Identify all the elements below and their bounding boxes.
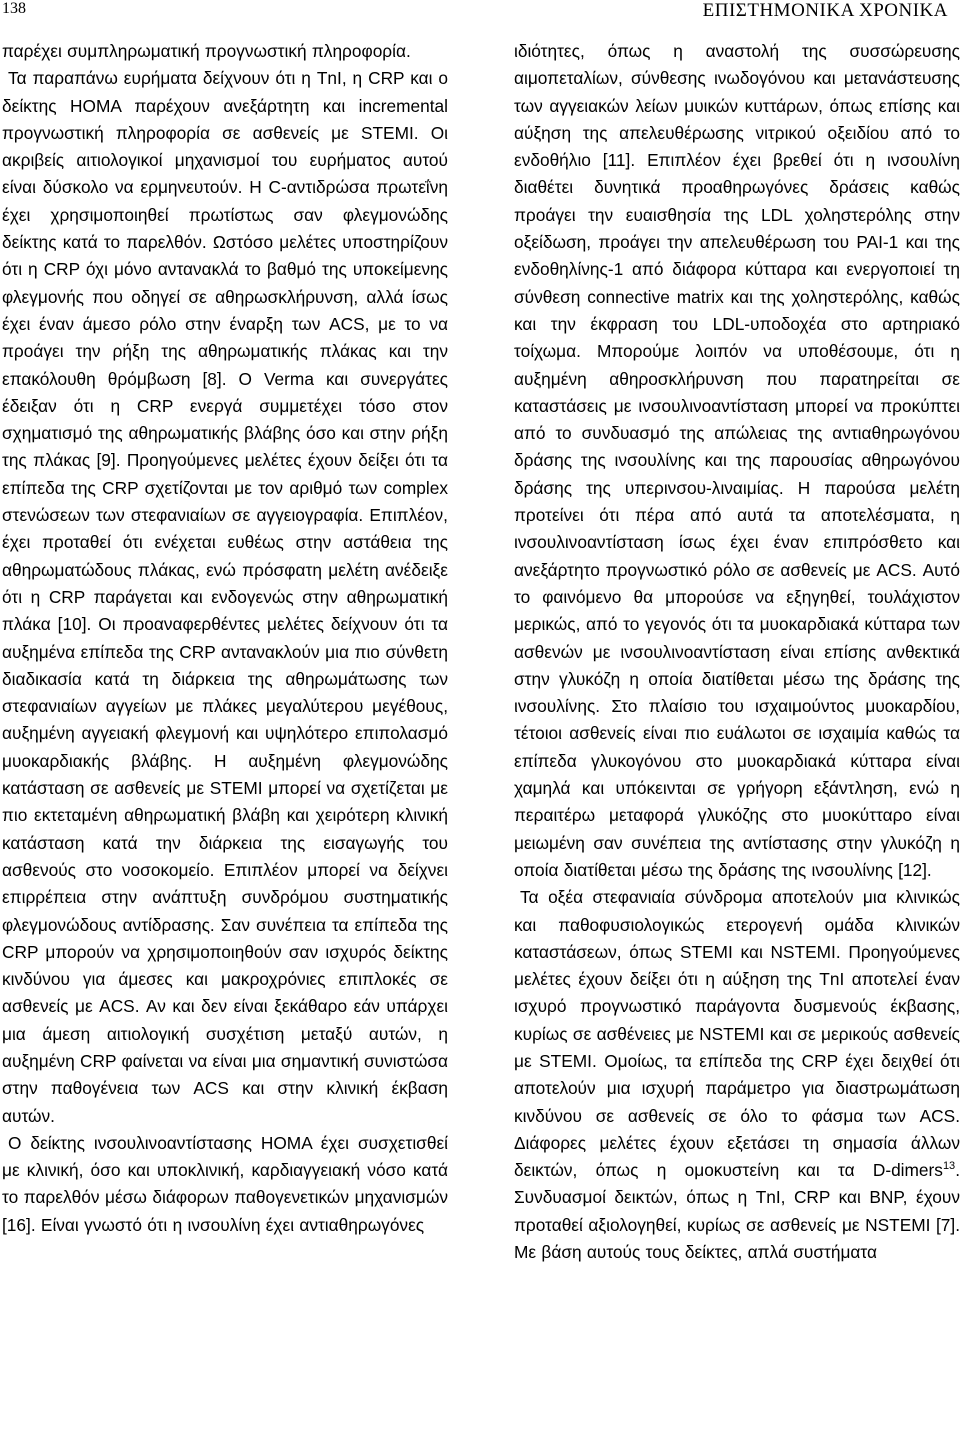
paragraph: Τα παραπάνω ευρήματα δείχνουν ότι η TnI, η CRP και ο δείκτης HOMA παρέχουν ανεξάρτητη και incremental προγνωστική πληροφορία σε ασθενείς με STEMI. Οι ακριβείς αιτιολογικοί μηχανισμοί του ευρήματος αυτού είναι δύσκολο να ερμηνευτούν. Η C-αντιδρώσα πρωτεΐνη έχει χρησιμοποιηθεί πρωτίστως σαν φλεγμονώδης δείκτης κατά το παρελθόν. Ωστόσο μελέτες υποστηρίζουν ότι η CRP όχι μόνο αντανακλά το βαθμό της υποκείμενης φλεγμονής που οδηγεί σε αθηρωσκλήρυνση, αλλά ίσως έχει έναν άμεσο ρόλο στην έναρξη των ACS, με το να προάγει την ρήξη της αθηρωματικής πλάκας και την επακόλουθη θρόμβωση [8]. O Verma και συνεργάτες έδειξαν ότι η CRP ενεργά συμμετέχει τόσο στον σχηματισμό της αθηρωματικής βλάβης όσο και στην ρήξη της πλάκας [9]. Προηγούμενες μελέτες έχουν δείξει ότι τα επίπεδα της CRP σχετίζονται με τον αριθμό των complex στενώσεων των στεφανιαίων σε αγγειογραφία. Επιπλέον, έχει προταθεί ότι ενέχεται ευθέως στην αστάθεια της αθηρωματώδους πλάκας, ενώ πρόσφατη μελέτη ανέδειξε ότι η CRP παράγεται και ενδογενώς στην αθηρωματική πλάκα [10]. Οι προαναφερθέντες μελέτες δείχνουν ότι τα αυξημένα επίπεδα της CRP αντανακλούν μια πιο σύνθετη διαδικασία κατά τη διάρκεια της αθηρωμάτωσης των στεφανιαίων αγγείων με πλάκες μεγαλύτερου μεγέθους, αυξημένη αγγειακή φλεγμονή και υψηλότερο επιπολασμό μυοκαρδιακής βλάβης. Η αυξημένη φλεγμονώδης κατάσταση σε ασθενείς με STEMI μπορεί να σχετίζεται με πιο εκτεταμένη αθηρωματική βλάβη και χειρότερη κλινική κατάσταση κατά την διάρκεια της εισαγωγής του ασθενούς στο νοσοκομείο. Επιπλέον μπορεί να δείχνει επιρρέπεια στην ανάπτυξη συνδρόμου συστηματικής φλεγμονώδους αντίδρασης. Σαν συνέπεια τα επίπεδα της CRP μπορούν να χρησιμοποιηθούν σαν ισχυρός δείκτης κινδύνου για άμεσες και μακροχρόνιες επιπλοκές σε ασθενείς με ACS. Αν και δεν είναι ξεκάθαρο εάν υπάρχει μια άμεση αιτιολογική συσχέτιση μεταξύ αυτών, η αυξημένη CRP φαίνεται να είναι μια σημαντική συνιστώσα στην παθογένεια των ACS και στην κλινική έκβαση αυτών.: [2, 68, 448, 1126]
paragraph: Ο δείκτης ινσουλινοαντίστασης HOMA έχει συσχετισθεί με κλινική, όσο και υποκλινική, καρδιαγγειακή νόσο κατά το παρελθόν μέσω διάφορων παθογενετικών μηχανισμών [16]. Είναι γνωστό ότι η ινσουλίνη έχει αντιαθηρωγόνες: [2, 1132, 448, 1235]
journal-title: ΕΠΙΣΤΗΜΟΝΙΚΑ ΧΡΟΝΙΚΑ: [702, 0, 948, 21]
paragraph-text: . Συνδυασμοί δεικτών, όπως η TnI, CRP και BNP, έχουν προταθεί αξιολογηθεί, κυρίως σε ασθενείς με NSTEMI [7]. Με βάση αυτούς τους δείκτες, απλά συστήματα: [514, 1160, 960, 1263]
paragraph: παρέχει συμπληρωματική προγνωστική πληροφορία.: [2, 41, 411, 61]
paragraph: ιδιότητες, όπως η αναστολή της συσσώρευσης αιμοπεταλίων, σύνθεσης ινωδογόνου και μετανάστευσης των αγγειακών λείων μυικών κυττάρων, όπως επίσης και αύξηση της απελευθέρωσης νιτρικού οξειδίου από το ενδοθήλιο [11]. Επιπλέον έχει βρεθεί ότι η ινσουλίνη διαθέτει δυνητικά προαθηρωγόνες δράσεις καθώς προάγει την ευαισθησία της LDL χοληστερόλης στην οξείδωση, προάγει την απελευθέρωση του PAI-1 και της ενδοθηλίνης-1 από διάφορα κύτταρα και ενεργοποιεί τη σύνθεση connective matrix και της χοληστερόλης, καθώς και την έκφραση του LDL-υποδοχέα στο αρτηριακό τοίχωμα. Μπορούμε λοιπόν να υποθέσουμε, ότι η αυξημένη αθηροσκλήρυνση που παρατηρείται σε καταστάσεις με ινσουλινοαντίσταση μπορεί να προκύπτει από το συνδυασμό της απώλειας της αντιαθηρωγόνου δράσης της ινσουλίνης και της παρουσίας αθηρωγόνου δράσης της υπερινσου-λιναιμίας. Η παρούσα μελέτη προτείνει ότι πέρα από αυτά τα αποτελέσματα, η ινσουλινοαντίσταση ίσως έχει έναν επιπρόσθετο και ανεξάρτητο προγνωστικό ρόλο σε ασθενείς με ACS. Αυτό το φαινόμενο θα μπορούσε να εξηγηθεί, τουλάχιστον μερικώς, από το γεγονός ότι τα μυοκαρδιακά κύτταρα των ασθενών με ινσουλινοαντίσταση είναι επίσης ανθεκτικά στην γλυκόζη η οποία διατίθεται μέσω της δράσης της ινσουλίνης. Στο πλαίσιο του ισχαιμούντος μυοκαρδίου, τέτοιοι ασθενείς είναι πιο ευάλωτοι σε ισχαιμία καθώς τα επίπεδα γλυκογόνου στο μυοκαρδιακά κύτταρα είναι χαμηλά και υπόκεινται σε γρήγορη εξάντληση, ενώ η περαιτέρω μεταφορά γλυκόζης στο μυοκύτταρο είναι μειωμένη σαν συνέπεια της αντίστασης στην γλυκόζη η οποία διατίθεται μέσω της δράσης της ινσουλίνης [12].: [514, 41, 960, 880]
right-column: [514, 38, 960, 1266]
paragraph: [514, 884, 960, 1266]
page-number: 138: [2, 0, 26, 17]
left-column: [2, 38, 448, 1239]
citation-superscript: 13: [942, 1160, 956, 1173]
paragraph-text: Τα οξέα στεφανιαία σύνδρομα αποτελούν μια κλινικώς και παθοφυσιολογικώς ετερογενή ομάδα κλινικών καταστάσεων, όπως STEMI και NSTEMI. Προηγούμενες μελέτες έχουν δείξει ότι η αύξηση της TnI αποτελεί έναν ισχυρό προγνωστικό παράγοντα δυσμενούς έκβασης, κυρίως σε ασθένειες με NSTEMI και σε μερικούς ασθενείς με STEMI. Ομοίως, τα επίπεδα της CRP έχει δειχθεί ότι αποτελούν μια ισχυρή παράμετρο για διαστρωμάτωση κινδύνου σε ασθενείς σε όλο το φάσμα των ACS. Διάφορες μελέτες έχουν εξετάσει τη σημασία άλλων δεικτών, όπως η ομοκυστείνη και τα D-dimers: [514, 887, 960, 1181]
